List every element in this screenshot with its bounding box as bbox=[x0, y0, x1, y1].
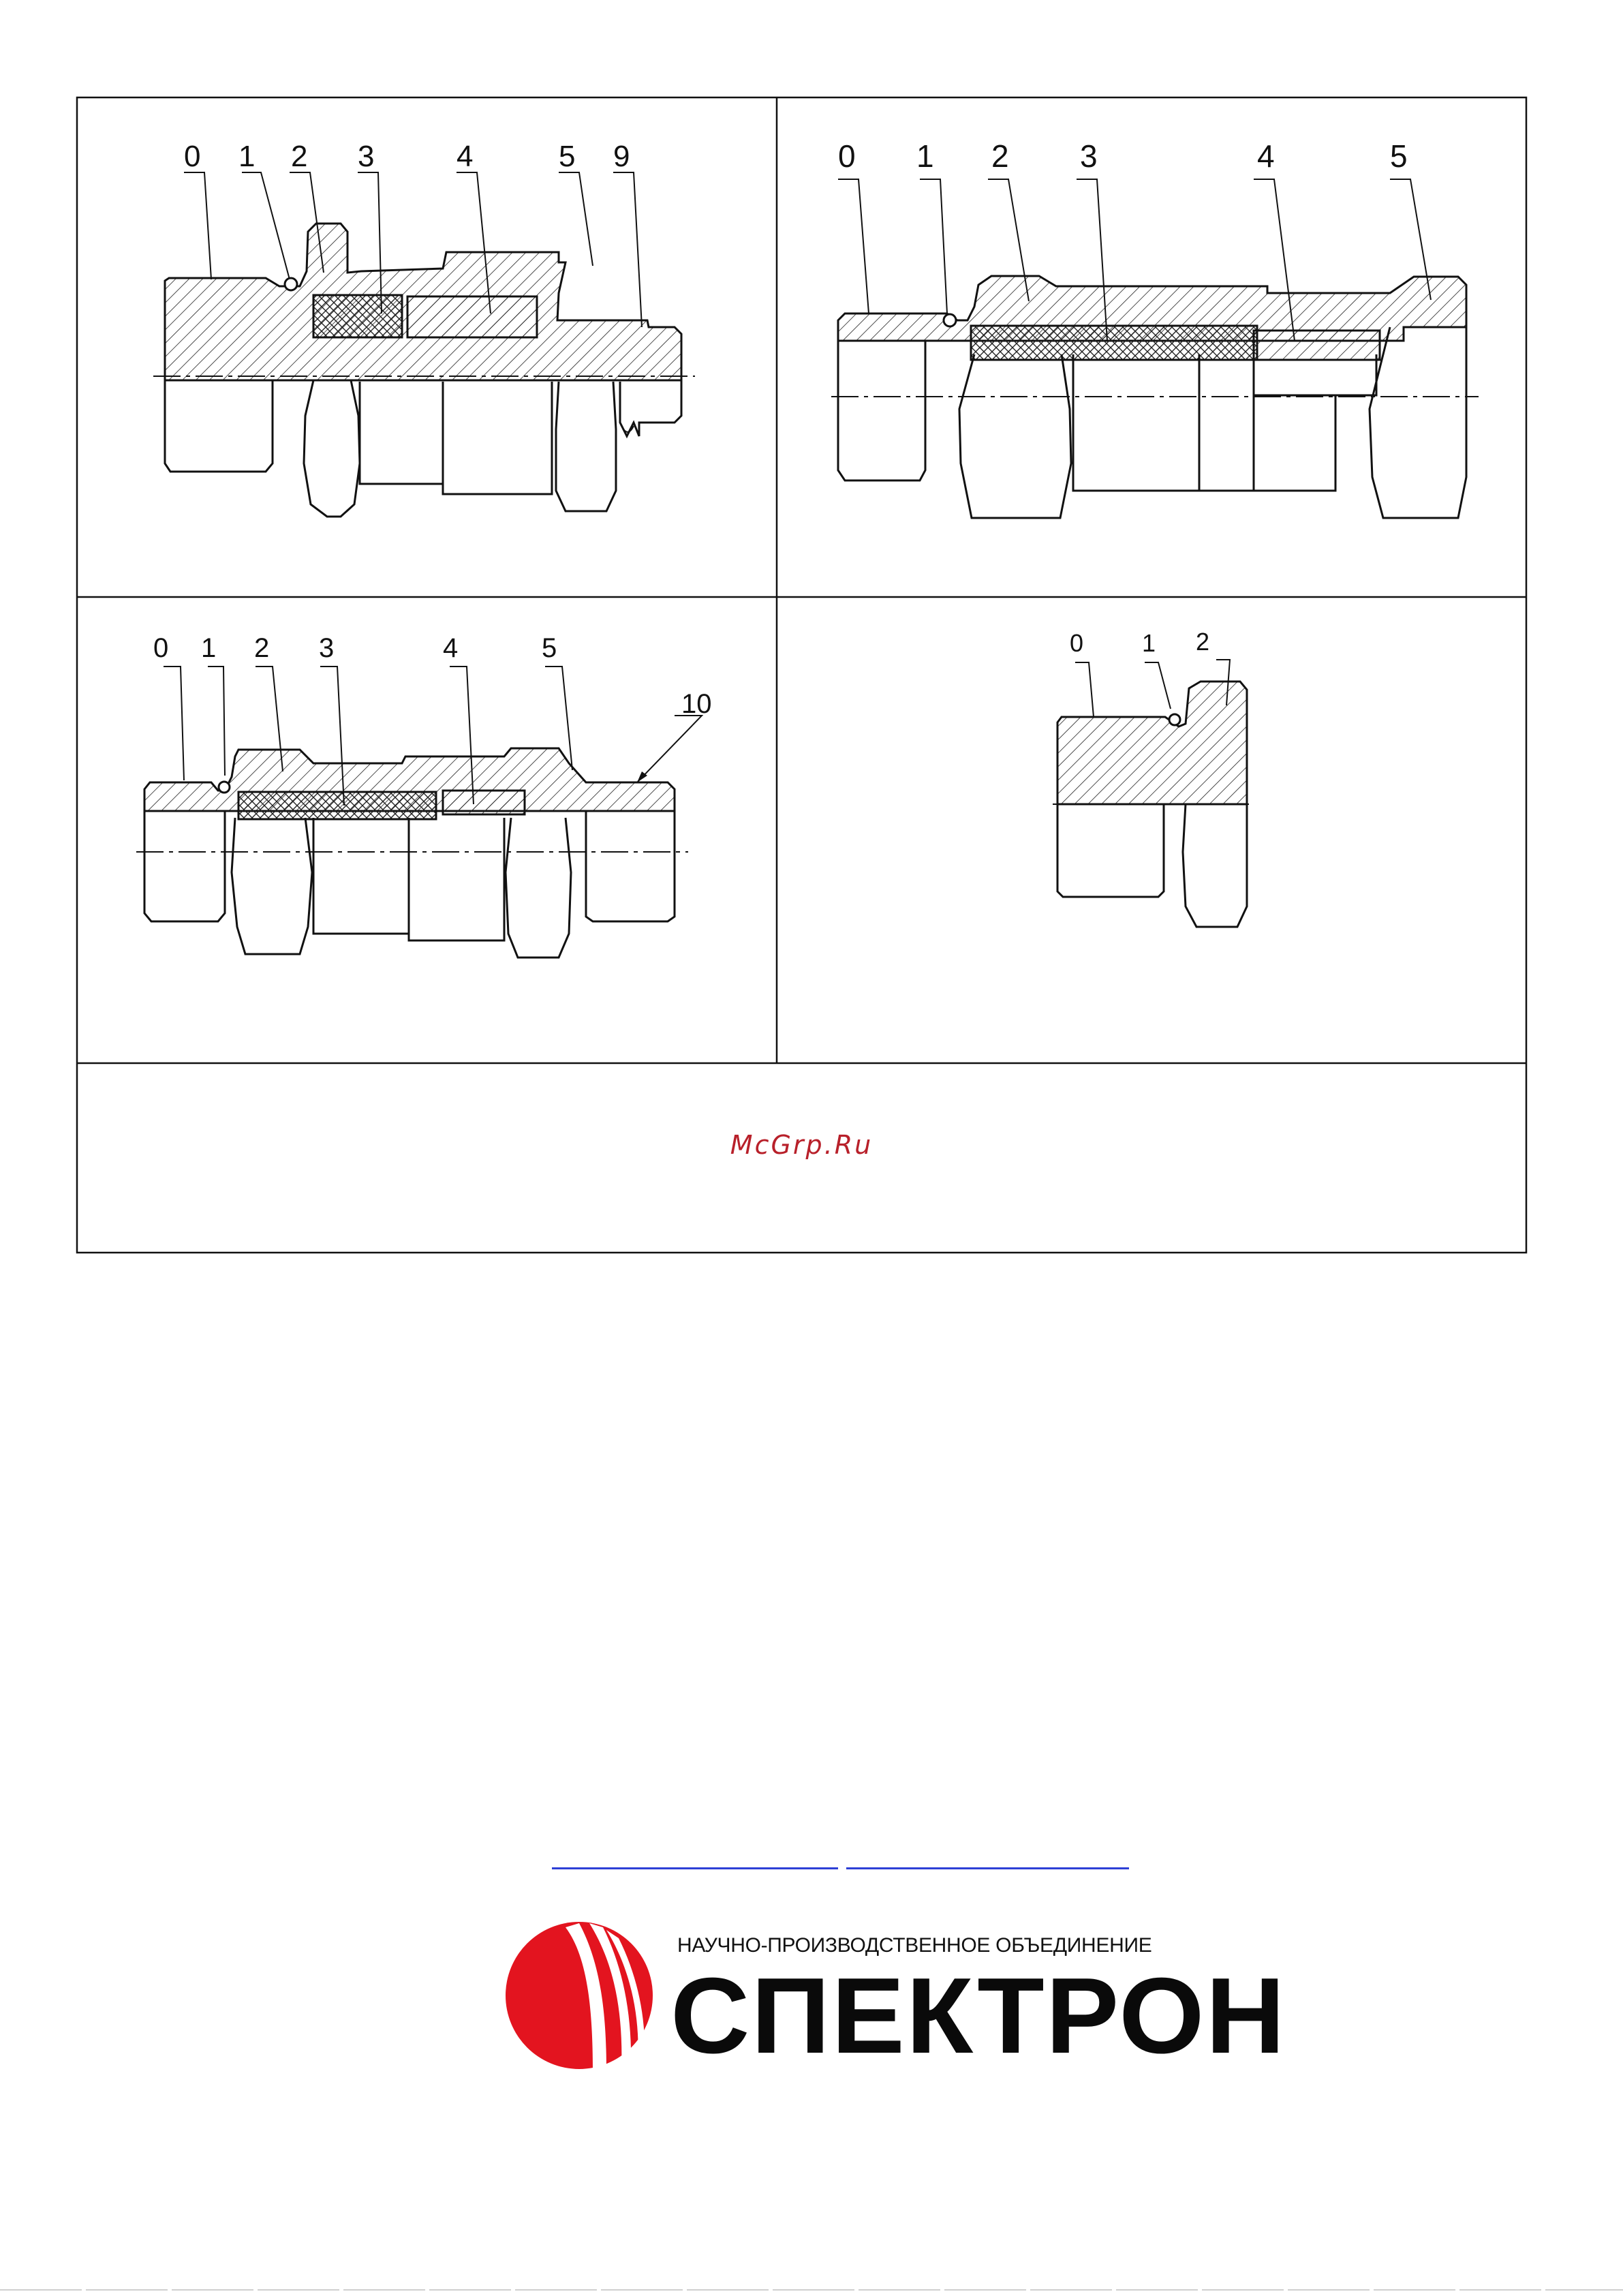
callout-10: 10 bbox=[681, 689, 712, 719]
callout-1: 1 bbox=[238, 140, 256, 173]
spektron-logo-icon bbox=[504, 1914, 661, 2070]
callout-1: 1 bbox=[916, 138, 934, 174]
callout-2: 2 bbox=[1196, 628, 1210, 656]
callout-1: 1 bbox=[201, 633, 217, 663]
callout-5: 5 bbox=[542, 633, 557, 663]
watermark-text: McGrp.Ru bbox=[730, 1130, 874, 1160]
callout-5: 5 bbox=[1390, 138, 1408, 174]
callout-4: 4 bbox=[1257, 138, 1275, 174]
fitting-drawing-1 bbox=[89, 123, 770, 545]
callout-3: 3 bbox=[319, 633, 335, 663]
brand-name: СПЕКТРОН bbox=[670, 1956, 1286, 2076]
callout-3: 3 bbox=[358, 140, 375, 173]
callout-0: 0 bbox=[184, 140, 201, 173]
fitting-drawing-3 bbox=[89, 613, 770, 995]
link-2[interactable] bbox=[846, 1867, 1129, 1869]
footer-rule bbox=[0, 2289, 1623, 2291]
fitting-drawing-4 bbox=[1022, 613, 1431, 954]
callout-0: 0 bbox=[1070, 629, 1084, 657]
callout-9: 9 bbox=[613, 140, 630, 173]
fitting-drawing-2 bbox=[804, 123, 1526, 559]
callout-0: 0 bbox=[838, 138, 856, 174]
callout-2: 2 bbox=[291, 140, 308, 173]
brand-subtitle: НАУЧНО-ПРОИЗВОДСТВЕННОЕ ОБЪЕДИНЕНИЕ bbox=[677, 1934, 1152, 1957]
callout-1: 1 bbox=[1142, 629, 1156, 657]
link-1[interactable] bbox=[552, 1867, 838, 1869]
callout-5: 5 bbox=[559, 140, 576, 173]
callout-3: 3 bbox=[1080, 138, 1098, 174]
callout-0: 0 bbox=[153, 633, 169, 663]
callout-2: 2 bbox=[254, 633, 270, 663]
callout-4: 4 bbox=[457, 140, 474, 173]
callout-2: 2 bbox=[991, 138, 1009, 174]
callout-4: 4 bbox=[443, 633, 459, 663]
